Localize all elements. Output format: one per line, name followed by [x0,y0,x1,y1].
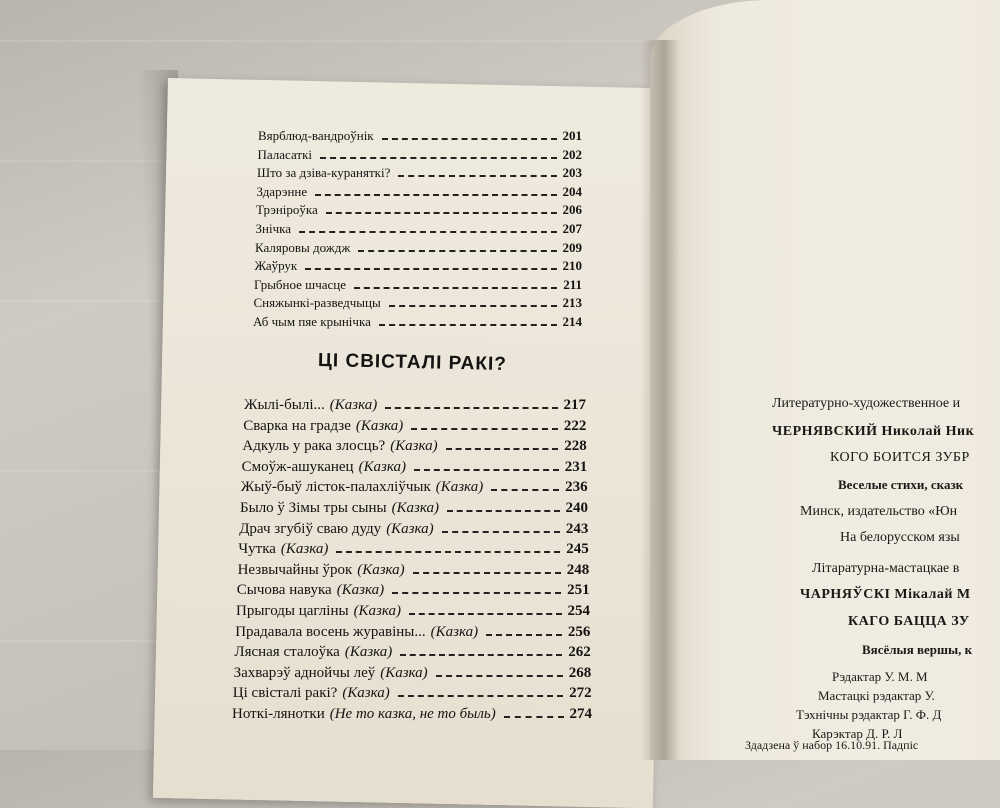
toc-page-number: 204 [562,183,582,199]
toc-entry [238,562,590,579]
toc-leader-dashes [385,407,557,409]
toc-entry [235,624,590,641]
imprint-line: КОГО БОИТСЯ ЗУБР [830,450,970,465]
imprint-line: ЧЕРНЯВСКИЙ Николай Ник [772,424,975,439]
toc-entry [234,665,592,682]
toc-page-number: 203 [562,165,582,181]
toc-leader-dashes [413,572,561,574]
toc-page-number: 245 [566,541,589,558]
toc-entry [239,521,588,538]
toc-entry [258,147,583,163]
toc-page-number: 201 [562,128,582,143]
toc-page-number: 274 [569,706,592,722]
toc-leader-dashes [392,592,561,594]
toc-entry [242,459,588,476]
toc-page-number: 210 [562,258,582,274]
toc-page-number: 214 [562,314,582,329]
toc-entry [232,706,592,723]
toc-entry-title: Грыбное шчасце [254,276,346,292]
toc-entry-note: (Казка) [329,397,378,413]
toc-leader-dashes [336,551,560,553]
toc-page-number: 213 [562,295,582,311]
toc-leader-dashes [326,212,557,214]
toc-entry-title: Жаўрук [254,258,298,274]
toc-page-number: 254 [567,603,590,619]
toc-entry-title: Сварка на градзе [243,417,351,434]
toc-entry-note: (Казка) [430,623,479,640]
toc-leader-dashes [398,175,556,177]
toc-entry-title: Паласаткі [257,146,313,162]
toc-leader-dashes [409,613,561,615]
toc-entry-note: (Казка) [357,561,405,578]
toc-page-number: 222 [563,417,587,434]
toc-page-number: 206 [562,202,582,218]
toc-entry [237,582,590,599]
imprint-line: Мастацкі рэдактар У. [818,688,935,703]
toc-leader-dashes [414,469,559,471]
imprint-line: ЧАРНЯЎСКІ Мікалай М [800,587,971,602]
imprint-line: Тэхнічны рэдактар Г. Ф. Д [796,707,942,722]
toc-entry-title: Чутка [238,541,276,558]
toc-leader-dashes [382,138,557,140]
toc-leader-dashes [446,448,559,450]
toc-entry [244,397,586,414]
toc-page-number: 228 [564,438,587,455]
toc-entry [256,221,583,237]
toc-entry-note: (Казка) [435,479,484,496]
toc-entry-title: Ці свісталі ракі? [232,685,338,702]
toc-entry-title: Ноткі-лянотки [232,706,325,722]
toc-page-number: 209 [562,239,582,255]
imprint-line: Здадзена ў набор 16.10.91. Падпіс [745,738,919,752]
toc-page-number: 262 [568,644,591,661]
toc-page-number: 236 [565,479,588,496]
imprint-line: Вясёлыя вершы, к [862,642,973,657]
imprint-line: На белорусском язы [840,530,960,545]
toc-leader-dashes [436,675,563,677]
toc-entry-title: Знічка [255,221,292,236]
toc-entry-title: Жылі-былі... [244,397,325,413]
book-gutter [640,40,680,760]
toc-entry-note: (Казка) [358,458,407,475]
toc-leader-dashes [389,305,557,307]
toc-page-number: 217 [563,397,586,413]
toc-entry [254,295,583,311]
toc-page-number: 272 [569,685,592,702]
toc-entry [257,165,582,181]
toc-entry [255,258,583,274]
toc-leader-dashes [398,695,563,697]
toc-entry-title: Прадавала восень журавіны... [235,623,426,640]
toc-entry [256,202,582,218]
toc-entry [240,500,588,517]
toc-leader-dashes [447,510,559,512]
toc-entry-note: (Казка) [380,664,428,681]
toc-page-number: 211 [563,276,582,292]
toc-entry-title: Трэніроўка [256,202,318,218]
toc-leader-dashes [411,428,558,430]
toc-leader-dashes [400,654,562,656]
toc-leader-dashes [305,268,556,270]
toc-entry-title: Сычова навука [236,582,332,599]
toc-entry-note: (Не то казка, не то быль) [329,706,496,722]
toc-entry [242,438,586,455]
imprint-line: Літаратурна-мастацкае в [812,561,960,576]
toc-entry-note: (Казка) [342,685,390,702]
toc-leader-dashes [442,531,560,533]
toc-entry-title: Вярблюд-вандроўнік [258,128,374,143]
toc-entry-title: Прыгоды цагліны [236,603,349,619]
toc-entry-title: Здарэнне [256,183,308,199]
toc-entry-title: Адкуль у рака злосць? [242,438,386,455]
toc-page-number: 251 [567,582,590,599]
toc-page-number: 202 [562,146,582,162]
toc-entry [238,541,588,558]
toc-entry [236,603,590,620]
toc-entry-note: (Казка) [353,603,402,619]
toc-entry-title: Было ў Зімы тры сыны [240,500,387,516]
toc-entry-title: Што за дзіва-кураняткі? [257,165,391,181]
toc-entry [255,240,582,256]
toc-entry-title: Захварэў аднойчы леў [233,664,376,681]
toc-entry [258,128,582,144]
toc-entry [241,479,588,496]
toc-page-number: 248 [566,561,590,578]
toc-entry-title: Жыў-быў лісток-палахліўчык [240,479,431,496]
toc-page-number: 268 [568,664,592,681]
imprint-line: Литературно-художественное и [772,396,961,411]
toc-leader-dashes [486,634,562,636]
toc-entry-title: Смоўж-ашуканец [241,458,354,475]
toc-entry-note: (Казка) [280,541,329,558]
toc-entry-title: Лясная сталоўка [234,644,340,661]
toc-page-number: 256 [567,623,591,640]
toc-entry [233,685,592,702]
toc-entry-note: (Казка) [344,644,393,661]
toc-entry [234,644,590,661]
toc-leader-dashes [299,231,556,233]
toc-leader-dashes [358,250,556,252]
imprint-line: Карэктар Д. Р. Л [812,726,903,741]
toc-entry-note: (Казка) [336,582,385,599]
toc-page-number: 231 [564,458,588,475]
toc-page-number: 207 [562,221,582,236]
toc-entry-title: Драч згубіў сваю дуду [239,520,382,537]
imprint-line: Рэдактар У. М. М [832,669,928,684]
toc-leader-dashes [320,157,556,159]
toc-entry-note: (Казка) [355,417,404,434]
section-heading: ЦІ СВІСТАЛІ РАКІ? [317,350,508,375]
toc-entry-note: (Казка) [390,438,438,455]
imprint-line: Минск, издательство «Юн [800,504,958,519]
toc-entry-title: Аб чым пяе крынічка [253,314,371,329]
imprint-line: Веселые стихи, сказк [838,477,964,492]
toc-entry [253,314,582,330]
toc-leader-dashes [491,489,559,491]
toc-leader-dashes [315,194,556,196]
toc-page-number: 240 [565,500,588,516]
toc-entry-title: Каляровы дождж [255,239,351,255]
toc-entry-title: Незвычайны ўрок [237,561,353,578]
toc-leader-dashes [504,716,564,718]
toc-entry [243,418,586,435]
toc-entry [257,184,583,200]
toc-leader-dashes [354,287,557,289]
toc-entry-note: (Казка) [391,500,440,516]
toc-entry-note: (Казка) [386,520,434,537]
toc-entry-title: Сняжынкі-разведчыцы [253,295,381,311]
toc-entry [254,277,582,293]
toc-page-number: 243 [565,520,589,537]
imprint-line: КАГО БАЦЦА ЗУ [848,614,970,629]
toc-leader-dashes [379,324,557,326]
